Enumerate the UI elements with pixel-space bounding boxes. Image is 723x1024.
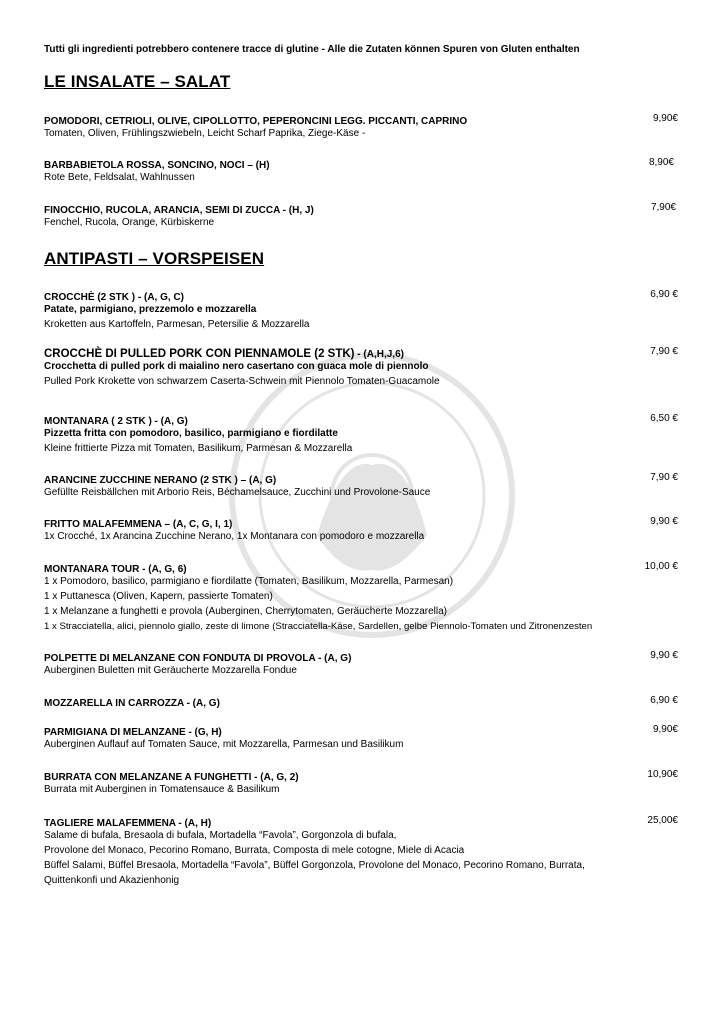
item-name: MONTANARA ( 2 STK ) - (A, G) [44,416,188,427]
item-price: 10,00 € [644,561,678,572]
item-name: BURRATA CON MELANZANE A FUNGHETTI - (A, G, 2) [44,772,299,783]
item-description: 1 x Melanzane a funghetti e provola (Auberginen, Cherrytomaten, Geräucherte Mozzarella) [44,606,447,617]
item-price: 10,90€ [647,769,678,780]
item-description-it: Patate, parmigiano, prezzemolo e mozzarella [44,304,257,315]
item-price: 6,90 € [650,289,678,300]
menu-item [44,287,684,332]
item-description: Quittenkonfi und Akazienhonig [44,875,180,886]
item-name: POLPETTE DI MELANZANE CON FONDUTA DI PROVOLA - (A, G) [44,653,352,664]
item-price: 9,90 € [650,516,678,527]
menu-item [44,111,684,141]
item-description-it: Crocchetta di pulled pork di maialino nero casertano con guaca mole di piennolo [44,361,429,372]
item-price: 25,00€ [647,815,678,826]
item-description: 1 x Stracciatella, alici, piennolo giallo, zeste di limone (Stracciatella-Käse, Sardellen, gelbe Piennolo-Tomaten und Zitronenzesten [44,621,593,632]
menu-item [44,813,684,888]
menu-item [44,559,684,634]
item-description: Rote Bete, Feldsalat, Wahlnussen [44,172,195,183]
item-description: Auberginen Auflauf auf Tomaten Sauce, mit Mozzarella, Parmesan und Basilikum [44,739,404,750]
item-name: TAGLIERE MALAFEMMENA - (A, H) [44,818,212,829]
item-description: Tomaten, Oliven, Frühlingszwiebeln, Leicht Scharf Paprika, Ziege-Käse - [44,128,366,139]
item-price: 6,50 € [650,413,678,424]
menu-item [44,648,684,678]
item-name: CROCCHÈ (2 STK ) - (A, G, C) [44,292,184,303]
item-price: 8,90€ [648,157,674,168]
item-description: Kroketten aus Kartoffeln, Parmesan, Petersilie & Mozzarella [44,319,310,330]
menu-item [44,722,684,752]
menu-item [44,155,684,185]
item-name: POMODORI, CETRIOLI, OLIVE, CIPOLLOTTO, PEPERONCINI LEGG. PICCANTI, CAPRINO [44,116,468,127]
item-description: Burrata mit Auberginen in Tomatensauce & Basilikum [44,784,280,795]
item-description: Pulled Pork Krokette von schwarzem Caserta-Schwein mit Piennolo Tomaten-Guacamole [44,376,440,387]
menu-item [44,693,684,708]
item-description: Salame di bufala, Bresaola di bufala, Mortadella “Favola”, Gorgonzola di bufala, [44,830,397,841]
item-description: Auberginen Buletten mit Geräucherte Mozzarella Fondue [44,665,297,676]
item-name: PARMIGIANA DI MELANZANE - (G, H) [44,727,222,738]
item-name: FINOCCHIO, RUCOLA, ARANCIA, SEMI DI ZUCCA - (H, J) [44,205,314,216]
item-description: Büffel Salami, Büffel Bresaola, Mortadella “Favola”, Büffel Gorgonzola, Provolone del Monaco, Pecorino Romano, Burrata, [44,860,585,871]
menu-item [44,411,684,456]
item-allergens: - (A,H,J,6) [354,349,404,360]
item-description-it: Pizzetta fritta con pomodoro, basilico, parmigiano e fiordilatte [44,428,338,439]
section-title-antipasti: ANTIPASTI – VORSPEISEN [44,249,265,268]
menu-item [44,514,684,544]
item-description: 1 x Pomodoro, basilico, parmigiano e fiordilatte (Tomaten, Basilikum, Mozzarella, Parmesan) [44,576,454,587]
item-name: FRITTO MALAFEMMENA – (A, C, G, I, 1) [44,519,233,530]
item-price: 7,90€ [650,202,676,213]
item-price: 7,90 € [650,472,678,483]
menu-item [44,200,684,230]
item-description: Kleine frittierte Pizza mit Tomaten, Basilikum, Parmesan & Mozzarella [44,443,353,454]
item-name: MONTANARA TOUR - (A, G, 6) [44,564,187,575]
item-price: 9,90€ [652,113,678,124]
item-description: 1x Crocché, 1x Arancina Zucchine Nerano, 1x Montanara con pomodoro e mozzarella [44,531,425,542]
item-price: 7,90 € [650,346,678,357]
item-description: Gefüllte Reisbällchen mit Arborio Reis, Béchamelsauce, Zucchini und Provolone-Sauce [44,487,431,498]
item-name: ARANCINE ZUCCHINE NERANO (2 STK ) – (A, G) [44,475,277,486]
item-description: 1 x Puttanesca (Oliven, Kapern, passierte Tomaten) [44,591,273,602]
item-price: 6,90 € [650,695,678,706]
gluten-notice: Tutti gli ingredienti potrebbero contenere tracce di glutine - Alle die Zutaten können Spuren von Gluten enthalten [44,44,580,55]
item-name: MOZZARELLA IN CARROZZA - (A, G) [44,698,220,709]
menu-item [44,470,684,500]
item-price: 9,90 € [650,650,678,661]
item-description: Provolone del Monaco, Pecorino Romano, Burrata, Composta di mele cotogne, Miele di Acacia [44,845,465,856]
item-price: 9,90€ [652,724,678,735]
item-description: Fenchel, Rucola, Orange, Kürbiskerne [44,217,215,228]
menu-item [44,767,684,797]
item-name: CROCCHÈ DI PULLED PORK CON PIENNAMOLE (2 STK) - (A,H,J,6) [44,348,404,360]
item-name: BARBABIETOLA ROSSA, SONCINO, NOCI – (H) [44,160,270,171]
menu-item [44,344,684,389]
section-title-salads: LE INSALATE – SALAT [44,72,231,91]
